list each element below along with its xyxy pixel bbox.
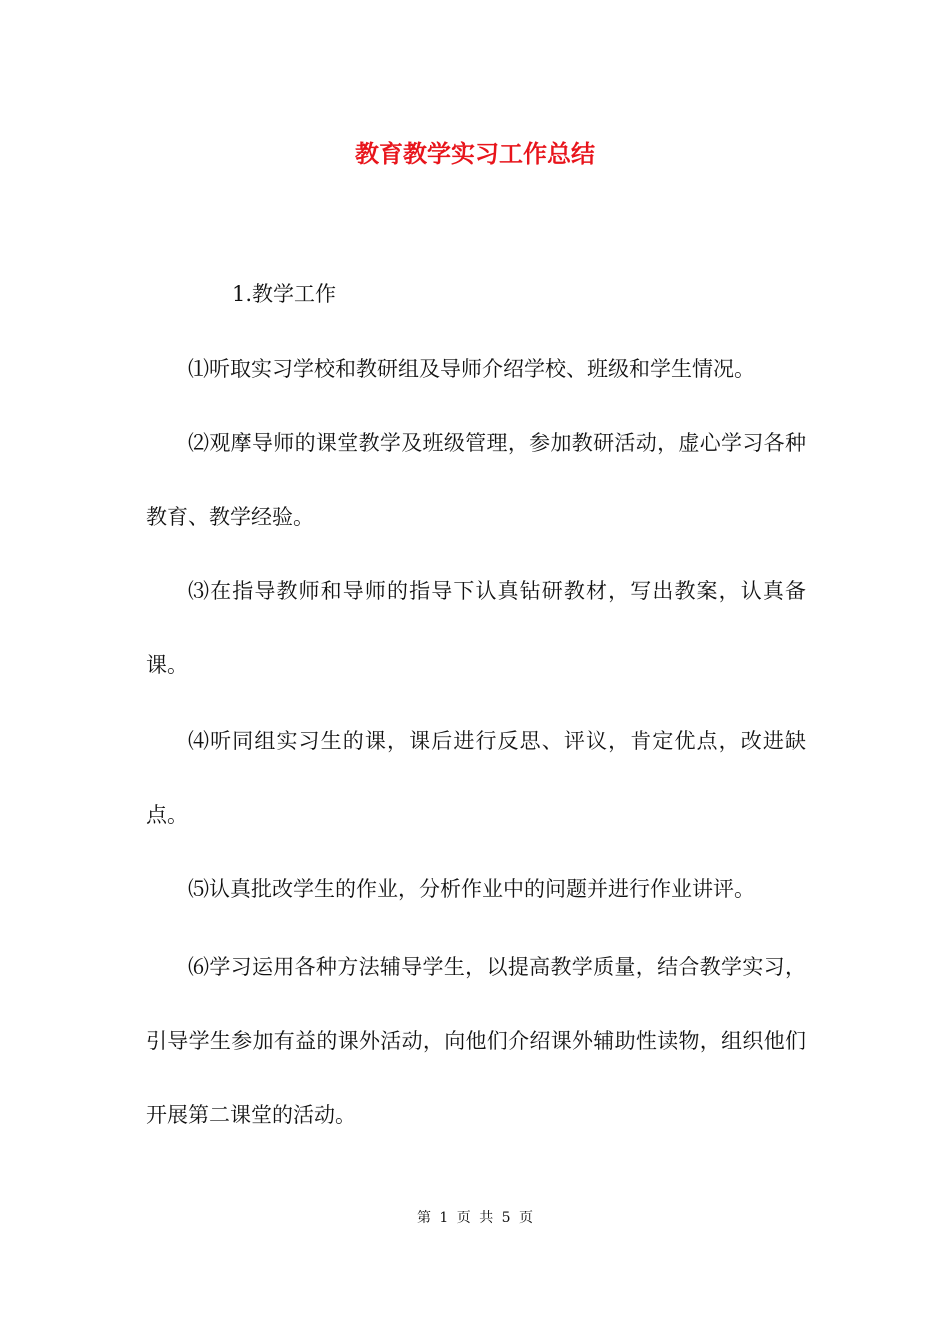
footer-total-pages: 5 — [501, 1210, 511, 1226]
paragraph-3: ⑶在指导教师和导师的指导下认真钻研教材，写出教案，认真备课。 — [146, 579, 806, 677]
footer-page-label: 页 — [456, 1210, 471, 1226]
paragraph-5: ⑸认真批改学生的作业，分析作业中的问题并进行作业讲评。 — [188, 877, 755, 901]
paragraph-1: ⑴听取实习学校和教研组及导师介绍学校、班级和学生情况。 — [188, 357, 755, 381]
document-title: 教育教学实习工作总结 — [355, 140, 595, 168]
paragraph-6: ⑹学习运用各种方法辅导学生，以提高教学质量，结合教学实习，引导学生参加有益的课外活动，向他们介绍课外辅助性读物，组织他们开展第二课堂的活动。 — [146, 955, 806, 1127]
paragraph-2: ⑵观摩导师的课堂教学及班级管理，参加教研活动，虚心学习各种教育、教学经验。 — [146, 431, 806, 529]
paragraph-4: ⑷听同组实习生的课，课后进行反思、评议，肯定优点，改进缺点。 — [146, 729, 806, 827]
footer-current-page: 1 — [439, 1210, 449, 1226]
page-footer — [0, 1206, 950, 1230]
footer-total-label: 页 — [519, 1210, 534, 1226]
footer-total-prefix: 共 — [479, 1210, 494, 1226]
section-heading: 1.教学工作 — [232, 282, 337, 306]
footer-prefix: 第 — [416, 1210, 431, 1226]
